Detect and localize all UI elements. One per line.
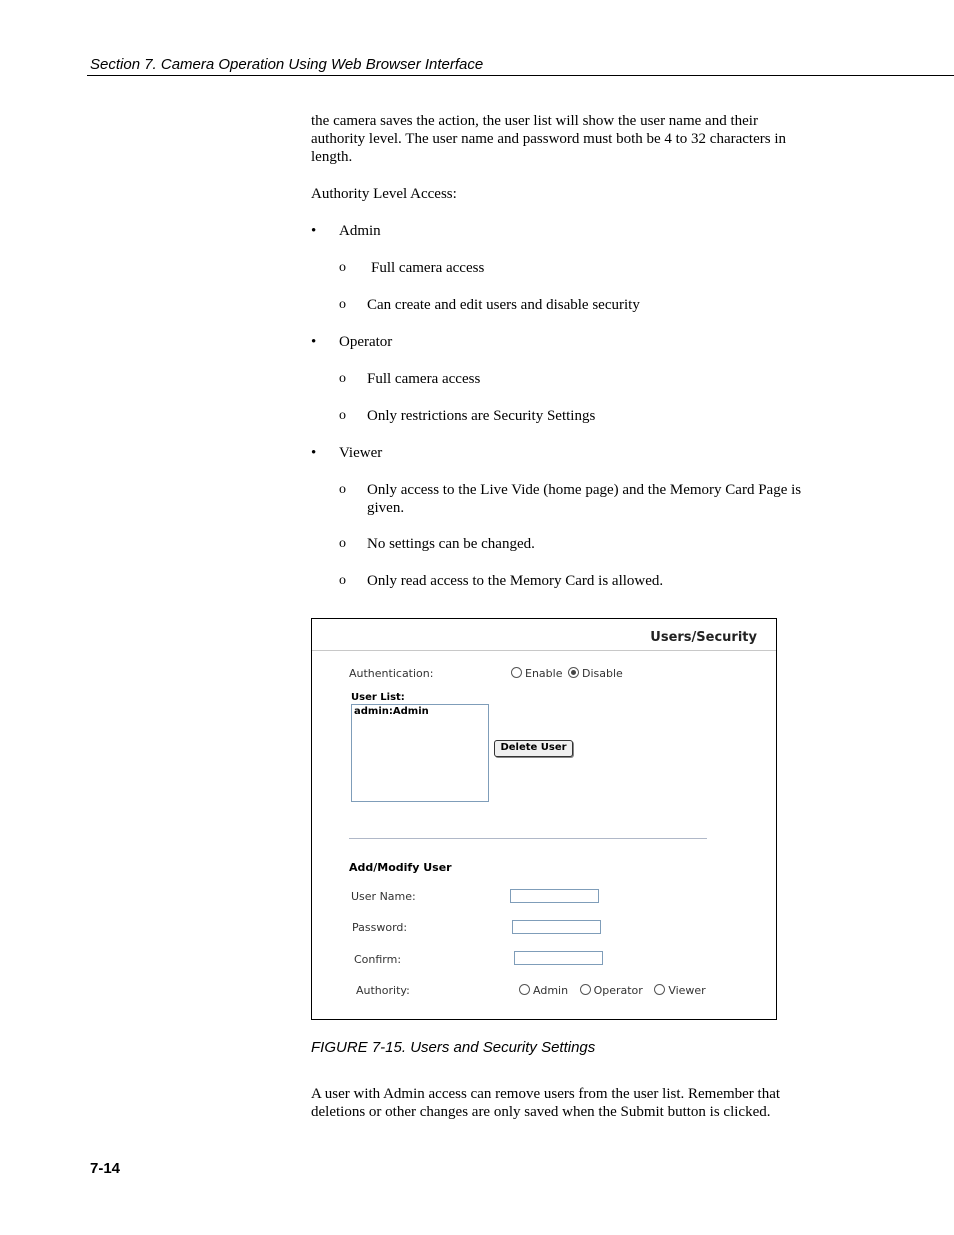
authentication-options bbox=[511, 667, 631, 680]
bullet-mark: • bbox=[311, 223, 317, 239]
user-list-label: User List: bbox=[351, 692, 405, 703]
confirm-label: Confirm: bbox=[354, 953, 402, 966]
authority-heading: Authority Level Access: bbox=[311, 186, 457, 202]
sub-bullet-text: Full camera access bbox=[371, 260, 485, 276]
authentication-label: Authentication: bbox=[349, 667, 434, 680]
bullet-label: Operator bbox=[339, 334, 393, 350]
section-divider bbox=[349, 838, 707, 839]
closing-paragraph: A user with Admin access can remove users from the user list. Remember that deletions or other changes are only saved when the Submit button is clicked. bbox=[311, 1086, 781, 1120]
admin-radio[interactable] bbox=[519, 984, 530, 995]
figure-caption: FIGURE 7-15. Users and Security Settings bbox=[311, 1039, 596, 1056]
figure-title: Users/Security bbox=[650, 630, 757, 645]
sub-bullet-text: No settings can be changed. bbox=[367, 536, 535, 552]
user-list-item[interactable]: admin:Admin bbox=[354, 706, 429, 717]
sub-bullet-mark: o bbox=[339, 536, 346, 551]
disable-radio[interactable] bbox=[568, 667, 579, 678]
bullet-mark: • bbox=[311, 334, 317, 350]
bullet-label: Admin bbox=[339, 223, 381, 239]
intro-paragraph: the camera saves the action, the user list will show the user name and their authority level. The user name and password must both be 4 to 32 characters in length. bbox=[311, 113, 787, 165]
delete-user-button[interactable]: Delete User bbox=[494, 740, 573, 757]
admin-label: Admin bbox=[533, 984, 569, 997]
viewer-label: Viewer bbox=[668, 984, 706, 997]
user-name-label: User Name: bbox=[351, 890, 416, 903]
page-number: 7-14 bbox=[90, 1160, 121, 1177]
sub-bullet-text: Only read access to the Memory Card is allowed. bbox=[367, 573, 664, 589]
figure-title-rule bbox=[312, 650, 776, 651]
sub-bullet-text: Can create and edit users and disable security bbox=[367, 297, 640, 313]
operator-radio[interactable] bbox=[580, 984, 591, 995]
sub-bullet-mark: o bbox=[339, 573, 346, 588]
sub-bullet-mark: o bbox=[339, 260, 346, 275]
sub-bullet-mark: o bbox=[339, 297, 346, 312]
bullet-label: Viewer bbox=[339, 445, 383, 461]
section-header: Section 7. Camera Operation Using Web Browser Interface bbox=[90, 56, 484, 73]
sub-bullet-mark: o bbox=[339, 408, 346, 423]
password-label: Password: bbox=[352, 921, 408, 934]
enable-radio[interactable] bbox=[511, 667, 522, 678]
sub-bullet-text: Only access to the Live Vide (home page) and the Memory Card Page is given. bbox=[367, 482, 802, 516]
user-name-input[interactable] bbox=[510, 889, 599, 903]
viewer-radio[interactable] bbox=[654, 984, 665, 995]
users-security-figure bbox=[311, 618, 777, 1020]
sub-bullet-text: Full camera access bbox=[367, 371, 481, 387]
operator-label: Operator bbox=[593, 984, 643, 997]
sub-bullet-mark: o bbox=[339, 371, 346, 386]
sub-bullet-mark: o bbox=[339, 482, 346, 497]
confirm-input[interactable] bbox=[514, 951, 603, 965]
header-rule bbox=[87, 75, 954, 76]
disable-label: Disable bbox=[581, 667, 623, 680]
authority-label: Authority: bbox=[356, 984, 410, 997]
user-list-box[interactable] bbox=[351, 704, 489, 802]
authority-options bbox=[519, 984, 714, 997]
sub-bullet-text: Only restrictions are Security Settings bbox=[367, 408, 596, 424]
password-input[interactable] bbox=[512, 920, 601, 934]
bullet-mark: • bbox=[311, 445, 317, 461]
enable-label: Enable bbox=[525, 667, 563, 680]
add-modify-heading: Add/Modify User bbox=[349, 861, 452, 874]
